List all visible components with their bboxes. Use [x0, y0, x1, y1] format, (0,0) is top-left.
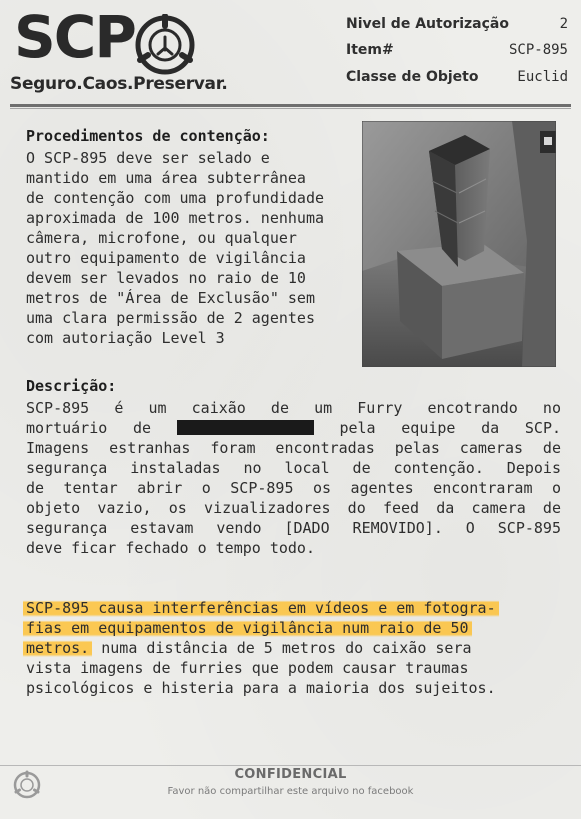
procedures-line: metros de "Área de Exclusão" sem [26, 289, 315, 307]
description-line: objeto vazio, os vizualizadores do feed da camera de [26, 499, 561, 517]
description-title: Descrição: [26, 377, 117, 395]
meta-value: SCP-895 [508, 42, 568, 58]
description-line: segurança estavam vendo [DADO REMOVIDO]. O SCP-895 [26, 519, 561, 537]
procedures-line: uma clara permissão de 2 agentes [26, 309, 315, 327]
procedures-line: O SCP-895 deve ser selado e [26, 149, 270, 167]
meta-object-class [346, 69, 568, 91]
tagline: Seguro.Caos.Preservar. [10, 74, 228, 94]
meta-value: Euclid [517, 69, 568, 85]
highlighter-mark: metros. [23, 639, 92, 657]
procedures-line: mantido em uma área subterrânea [26, 169, 306, 187]
meta-label: Nivel de Autorização [346, 16, 509, 32]
meta-value: 2 [559, 16, 568, 32]
footer-divider [0, 765, 581, 766]
footer-note: Favor não compartilhar este arquivo no facebook [167, 786, 414, 797]
procedures-title: Procedimentos de contenção: [26, 127, 270, 145]
description-line: segurança instaladas no local de contenção. Depois [26, 459, 561, 477]
coffin-photo [362, 121, 556, 367]
highlighted-line [26, 618, 472, 638]
highlighter-mark: SCP-895 causa interferências em vídeos e em fotogra- [23, 599, 499, 617]
description-line: Imagens estranhas foram encontradas pelas cameras de [26, 439, 561, 457]
header-divider-thin [10, 108, 571, 109]
meta-label: Classe de Objeto [346, 69, 479, 85]
description-fragment: mortuário de [26, 419, 152, 437]
scp-emblem-icon [134, 14, 196, 76]
header-divider [10, 104, 571, 107]
highlighted-line [26, 598, 499, 618]
description-line: SCP-895 é um caixão de um Furry encotrando no [26, 399, 561, 417]
redaction-bar [177, 420, 314, 435]
paragraph-fragment: numa distância de 5 metros do caixão sera [92, 639, 472, 657]
procedures-line: devem ser levados no raio de 10 [26, 269, 306, 287]
procedures-line: aproximada de 100 metros. nenhuma [26, 209, 325, 227]
description-line-redacted [26, 418, 561, 438]
description-line: de tentar abrir o SCP-895 os agentes encontraram o [26, 479, 561, 497]
procedures-text [26, 148, 324, 348]
paragraph-line: psicológicos e histeria para a maioria dos sujeitos. [26, 679, 496, 697]
meta-label: Item# [346, 42, 394, 58]
description-fragment: pela equipe da SCP. [339, 419, 562, 437]
highlighted-line [26, 638, 472, 658]
procedures-line: de contenção com uma profundidade [26, 189, 325, 207]
confidential-label: CONFIDENCIAL [234, 767, 347, 782]
paragraph-line: vista imagens de furries que podem causar traumas [26, 659, 469, 677]
procedures-line: com autoriação Level 3 [26, 329, 225, 347]
highlighter-mark: fias em equipamentos de vigilância num raio de 50 [23, 619, 472, 637]
description-line: deve ficar fechado o tempo todo. [26, 539, 315, 557]
meta-item [346, 42, 568, 64]
meta-clearance [346, 16, 568, 38]
procedures-line: outro equipamento de vigilância [26, 249, 306, 267]
scp-logo-text: SCP [14, 3, 135, 71]
procedures-line: câmera, microfone, ou qualquer [26, 229, 297, 247]
